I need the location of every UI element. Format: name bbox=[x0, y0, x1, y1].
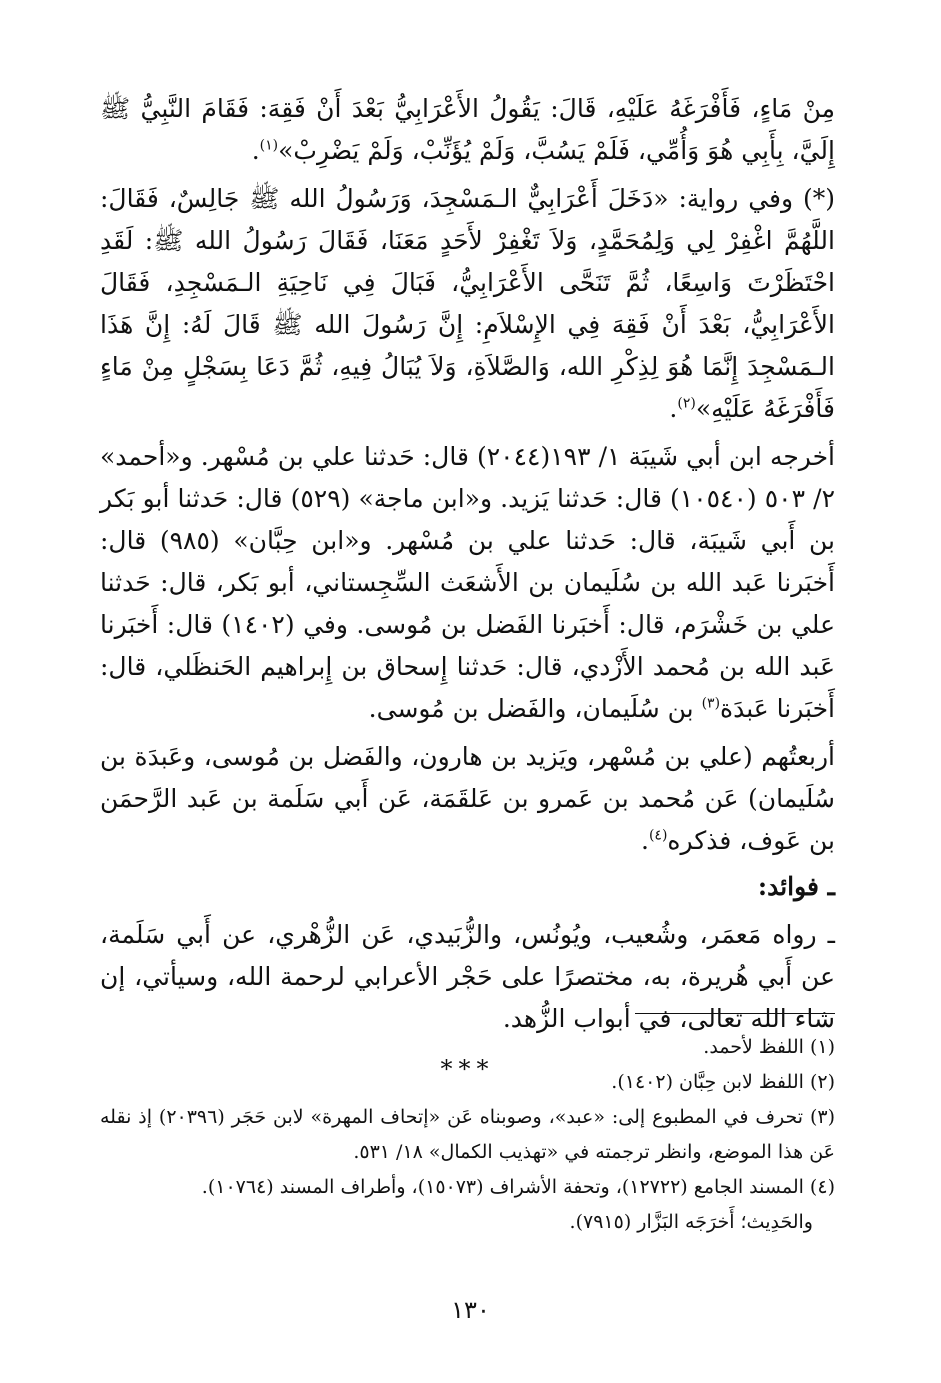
page-number: ١٣٠ bbox=[451, 1296, 490, 1324]
section-separator-stars: *** bbox=[440, 1055, 495, 1083]
benefits-paragraph: ـ رواه مَعمَر، وشُعيب، ويُونُس، والزُّبَيدي، عَن الزُّهْري، عن أَبي سَلَمة، عن أَبي هُريرة، به، مختصرًا على حَجْر الأعرابي لرحمة الله، وسيأتي، إن شاء الله تعالى، في أبواب الزُّهد. bbox=[100, 920, 835, 1033]
footnote-1: (١) اللفظ لأحمد. bbox=[703, 1036, 835, 1058]
footnote-3: (٣) تحرف في المطبوع إلى: «عبد»، وصوبناه عَن «إتحاف المهرة» لابن حَجَر (٢٠٣٩٦) إذ نقله عَن هذا الموضع، وانظر ترجمته في «تهذيب الكمال» ١٨/ ٥٣١. bbox=[100, 1106, 835, 1163]
footnote-ref-2[interactable]: (٢) bbox=[677, 395, 696, 412]
narrators-paragraph: أربعتُهم (علي بن مُسْهر، ويَزيد بن هارون، والفَضل بن مُوسى، وعَبدَة بن سُلَيمان) عَن مُحمد بن عَمرو بن عَلقَمَة، عَن أَبي سَلَمة بن عَبد الرَّحمَن بن عَوف، فذكره$^{(٤)}$. bbox=[100, 742, 835, 855]
footnote-4: (٤) المسند الجامع (١٢٧٢٢)، وتحفة الأشراف (١٥٠٧٣)، وأطراف المسند (١٠٧٦٤). bbox=[201, 1176, 835, 1198]
hadith-paragraph-continuation: مِنْ مَاءٍ، فَأَفْرَغَهُ عَلَيْهِ، قَالَ: يَقُولُ الأَعْرَابِيُّ بَعْدَ أَنْ فَقِهَ: فَقَامَ النَّبِيُّ ﷺ إِلَيَّ، بِأَبِي هُوَ وَأُمِّي، فَلَمْ يَسُبَّ، وَلَمْ يُؤَنِّبْ، وَلَمْ يَضْرِبْ»$^{(١)}$. bbox=[100, 94, 835, 165]
footnotes-block bbox=[100, 1030, 835, 1240]
takhrij-paragraph: أخرجه ابن أبي شَيبَة ١/ ١٩٣(٢٠٤٤) قال: حَدثنا علي بن مُسْهر. و«أحمد» ٢/ ٥٠٣ (١٠٥٤٠) قال: حَدثنا يَزيد. و«ابن ماجة» (٥٢٩) قال: حَدثنا أبو بَكر بن أَبي شَيبَة، قال: حَدثنا علي بن مُسْهر. و«ابن حِبَّان» (٩٨٥) قال: أَخبَرنا عَبد الله بن سُلَيمان بن الأَشعَث السِّجِستاني، أبو بَكر، قال: حَدثنا علي بن خَشْرَم، قال: أَخبَرنا الفَضل بن مُوسى. وفي (١٤٠٢) قال: أَخبَرنا عَبد الله بن مُحمد الأَزْدي، قال: حَدثنا إِسحاق بن إِبراهيم الحَنظَلي، قال: أَخبَرنا عَبدَة$^{(٣)}$ بن سُلَيمان، والفَضل بن مُوسى. bbox=[100, 442, 836, 723]
hadith-variant-paragraph: (*) وفي رواية: «دَخَلَ أَعْرَابِيٌّ الـمَسْجِدَ، وَرَسُولُ الله ﷺ جَالِسٌ، فَقَالَ: اللَّهُمَّ اغْفِرْ لِي وَلِمُحَمَّدٍ، وَلاَ تَغْفِرْ لأَحَدٍ مَعَنَا، فَقَالَ رَسُولُ الله ﷺ: لَقَدِ احْتَظَرْتَ وَاسِعًا، ثُمَّ تَنَحَّى الأَعْرَابِيُّ، فَبَالَ فِي نَاحِيَةِ الـمَسْجِدِ، فَقَالَ الأَعْرَابِيُّ، بَعْدَ أَنْ فَقِهَ فِي الإِسْلاَمِ: إِنَّ رَسُولَ الله ﷺ قَالَ لَهُ: إِنَّ هَذَا الـمَسْجِدَ إِنَّمَا هُوَ لِذِكْرِ الله، وَالصَّلاَةِ، وَلاَ يُبَالُ فِيهِ، ثُمَّ دَعَا بِسَجْلٍ مِنْ مَاءٍ فَأَفْرَغَهُ عَلَيْهِ»$^{(٢)}$. bbox=[100, 184, 835, 423]
benefits-heading: ـ فوائد: bbox=[757, 872, 835, 901]
footnote-ref-3[interactable]: (٣) bbox=[701, 695, 721, 712]
footnote-4-continuation: والحَدِيث؛ أَخرَجَه البَزَّار (٧٩١٥). bbox=[569, 1211, 813, 1233]
footnote-ref-1[interactable]: (١) bbox=[259, 137, 279, 154]
footnote-ref-4[interactable]: (٤) bbox=[648, 827, 668, 844]
footnote-divider bbox=[635, 1013, 835, 1014]
footnote-2: (٢) اللفظ لابن حِبَّان (١٤٠٢). bbox=[611, 1071, 835, 1093]
main-text-block bbox=[100, 88, 835, 1084]
